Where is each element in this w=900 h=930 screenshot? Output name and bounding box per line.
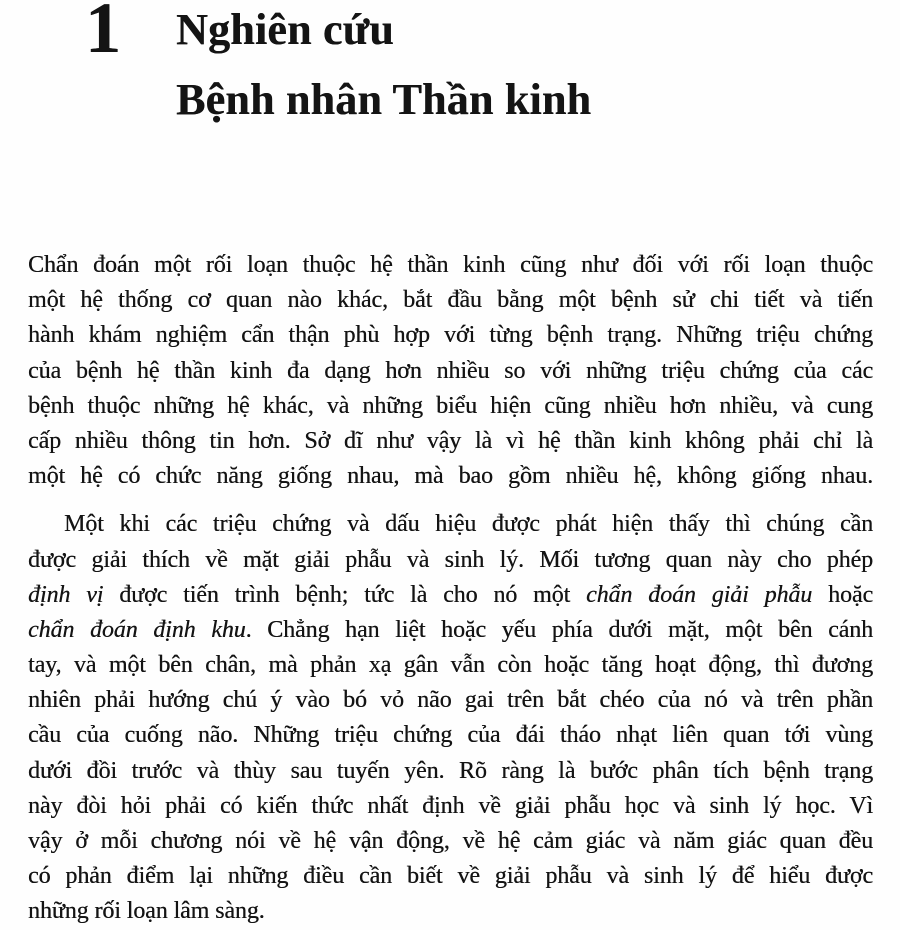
text-segment: . Chẳng hạn liệt hoặc yếu phía dưới mặt, một bên cánh: [245, 616, 873, 643]
text-line: [28, 459, 873, 494]
text-segment: của bệnh hệ thần kinh đa dạng hơn nhiều so với những triệu chứng của các: [28, 357, 873, 384]
text-line: [28, 894, 873, 929]
text-segment: cấp nhiều thông tin hơn. Sở dĩ như vậy là vì hệ thần kinh không phải chỉ là: [28, 427, 873, 454]
chapter-title-line-1: Nghiên cứu: [176, 5, 394, 54]
body-text: [28, 248, 873, 930]
chapter-title: [176, 0, 591, 135]
text-segment: những rối loạn lâm sàng.: [28, 898, 265, 925]
text-line: [28, 248, 873, 283]
text-line: [28, 683, 873, 718]
text-line: [28, 354, 873, 389]
text-segment: này đòi hỏi phải có kiến thức nhất định về giải phẫu học và sinh lý học. Vì: [28, 792, 873, 819]
italic-text-segment: định vị: [28, 581, 104, 608]
text-line: [28, 318, 873, 353]
text-line: [28, 543, 873, 578]
text-segment: được giải thích về mặt giải phẫu và sinh lý. Mối tương quan này cho phép: [28, 546, 873, 573]
text-line: [28, 389, 873, 424]
text-segment: có phản điểm lại những điều cần biết về giải phẫu và sinh lý để hiểu được: [28, 863, 873, 890]
text-line: [28, 789, 873, 824]
text-line: [28, 424, 873, 459]
text-segment: được tiến trình bệnh; tức là cho nó một: [103, 581, 587, 608]
text-line: [28, 754, 873, 789]
italic-text-segment: chẩn đoán giải phẫu: [586, 581, 813, 608]
text-line: [28, 648, 873, 683]
text-segment: một hệ thống cơ quan nào khác, bắt đầu bằng một bệnh sử chi tiết và tiến: [28, 287, 873, 314]
text-segment: nhiên phải hướng chú ý vào bó vỏ não gai trên bắt chéo của nó và trên phần: [28, 687, 873, 714]
text-segment: dưới đồi trước và thùy sau tuyến yên. Rõ ràng là bước phân tích bệnh trạng: [28, 757, 873, 784]
text-segment: bệnh thuộc những hệ khác, và những biểu hiện cũng nhiều hơn nhiều, và cung: [28, 392, 873, 419]
text-line: [28, 283, 873, 318]
text-segment: Chẩn đoán một rối loạn thuộc hệ thần kinh cũng như đối với rối loạn thuộc: [28, 252, 873, 278]
text-line: [28, 824, 873, 859]
text-line: [28, 859, 873, 894]
text-segment: vậy ở mỗi chương nói về hệ vận động, về hệ cảm giác và năm giác quan đều: [28, 828, 873, 854]
chapter-title-line-2: Bệnh nhân Thần kinh: [176, 75, 592, 124]
text-segment: Một khi các triệu chứng và dấu hiệu được phát hiện thấy thì chúng cần: [64, 511, 873, 538]
chapter-number: 1: [85, 0, 121, 68]
paragraph: [28, 248, 873, 494]
text-segment: tay, và một bên chân, mà phản xạ gân vẫn còn hoặc tăng hoạt động, thì đương: [28, 652, 873, 679]
italic-text-segment: chẩn đoán định khu: [28, 616, 246, 643]
text-line: [28, 718, 873, 753]
text-line: [28, 578, 873, 613]
text-segment: một hệ có chức năng giống nhau, mà bao gồm nhiều hệ, không giống nhau.: [28, 463, 873, 490]
text-line: [28, 507, 873, 542]
text-segment: hành khám nghiệm cẩn thận phù hợp với từng bệnh trạng. Những triệu chứng: [28, 322, 873, 349]
text-line: [28, 613, 873, 648]
text-segment: cầu của cuống não. Những triệu chứng của đái tháo nhạt liên quan tới vùng: [28, 722, 873, 749]
paragraph: [28, 507, 873, 929]
text-segment: hoặc: [812, 581, 873, 608]
